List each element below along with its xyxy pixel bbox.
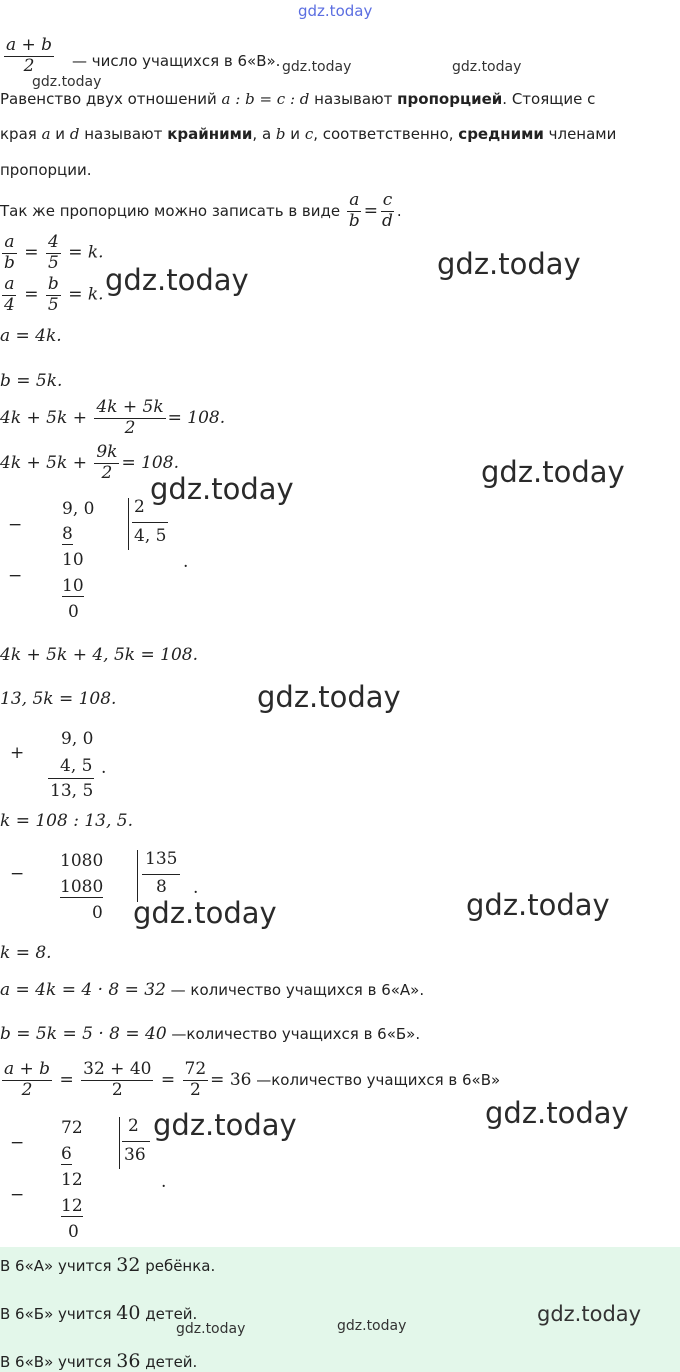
intro-line1-text: — число учащихся в 6«В». xyxy=(72,52,281,70)
equation-4: b = 5k. xyxy=(0,371,63,391)
equation-12: b = 5k = 5 · 8 = 40 —количество учащихся в 6«Б». xyxy=(0,1024,421,1044)
watermark: gdz.today xyxy=(150,472,294,506)
equation-5: 4k + 5k + $\frac{4k + 5k}{2}$ = 108. xyxy=(0,397,226,438)
equation-1: $\frac{a}{b}$ = $\frac{4}{5}$ = k. xyxy=(4,232,104,273)
paragraph-line-1: Равенство двух отношений a : b = c : d называют пропорцией. Стоящие с xyxy=(0,90,596,108)
watermark-top: gdz.today xyxy=(298,2,373,20)
frac-numerator: a + b xyxy=(6,35,53,55)
equation-13: $\frac{a + b}{2}$ = $\frac{32 + 40}{2}$ = $\frac{72}{2}$ = 36 —количество учащихся в 6«В» xyxy=(4,1059,501,1100)
watermark: gdz.today xyxy=(537,1302,642,1326)
answer-6b: В 6«Б» учится 40 детей. xyxy=(0,1302,198,1324)
answer-6v: В 6«В» учится 36 детей. xyxy=(0,1350,198,1372)
answer-6a: В 6«А» учится 32 ребёнка. xyxy=(0,1254,216,1276)
paragraph-line-3: пропорции. xyxy=(0,161,92,179)
equation-2: $\frac{a}{4}$ = $\frac{b}{5}$ = k. xyxy=(4,274,104,315)
watermark: gdz.today xyxy=(105,263,249,297)
equation-11: a = 4k = 4 · 8 = 32 — количество учащихся в 6«А». xyxy=(0,980,425,1000)
paragraph-line-4: Так же пропорцию можно записать в виде $\frac{a}{b}$ = $\frac{c}{d}$ . xyxy=(0,190,402,231)
watermark: gdz.today xyxy=(466,888,610,922)
watermark: gdz.today xyxy=(481,455,625,489)
watermark: gdz.today xyxy=(437,247,581,281)
equation-7: 4k + 5k + 4, 5k = 108. xyxy=(0,645,198,665)
frac-denominator: 2 xyxy=(23,55,35,76)
watermark: gdz.today xyxy=(282,59,352,75)
intro-fraction-line xyxy=(2,36,56,76)
equation-3: a = 4k. xyxy=(0,326,62,346)
watermark: gdz.today xyxy=(153,1108,297,1142)
watermark: gdz.today xyxy=(257,680,401,714)
term-extremes: крайними xyxy=(167,125,253,143)
watermark: gdz.today xyxy=(485,1096,629,1130)
term-means: средними xyxy=(458,125,544,143)
paragraph-line-2: края a и d называют крайними, а b и c, соответственно, средними членами xyxy=(0,125,617,143)
term-proportion: пропорцией xyxy=(397,90,503,108)
equation-9: k = 108 : 13, 5. xyxy=(0,811,133,831)
watermark: gdz.today xyxy=(452,59,522,75)
watermark: gdz.today xyxy=(337,1318,407,1334)
watermark: gdz.today xyxy=(133,896,277,930)
equation-6: 4k + 5k + $\frac{9k}{2}$ = 108. xyxy=(0,442,179,483)
equation-8: 13, 5k = 108. xyxy=(0,689,117,709)
watermark: gdz.today xyxy=(32,74,102,90)
equation-10: k = 8. xyxy=(0,943,52,963)
watermark: gdz.today xyxy=(176,1321,246,1337)
